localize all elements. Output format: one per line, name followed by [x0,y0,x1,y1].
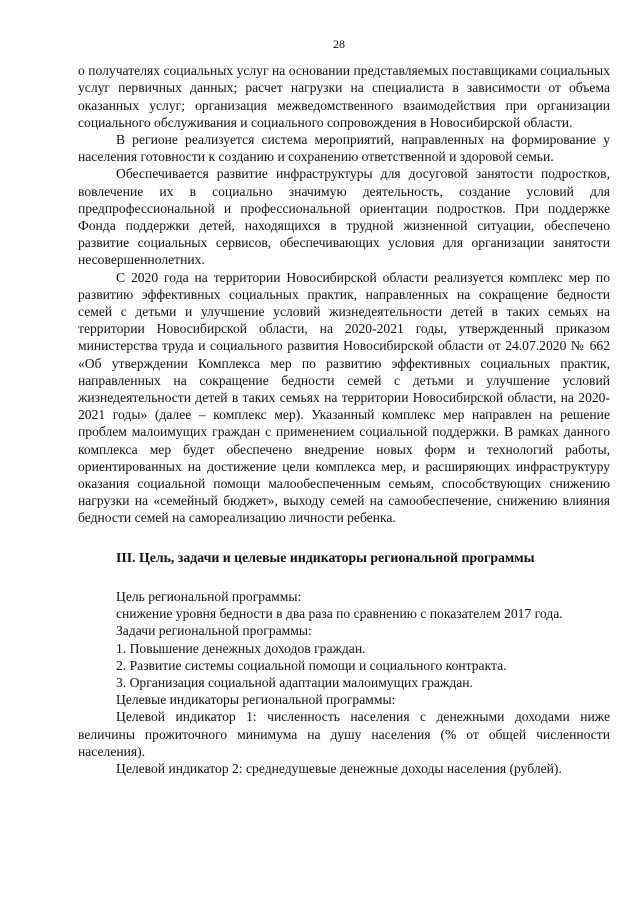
indicators-label: Целевые индикаторы региональной программы: [116,692,396,708]
task-item: 1. Повышение денежных доходов граждан. [116,640,366,656]
page-number: 28 [333,37,345,51]
goal-text: снижение уровня бедности в два раза по сравнению с показателем 2017 года. [116,606,563,622]
indicator-item: Целевой индикатор 2: среднедушевые денежные доходы населения (рублей). [116,760,562,776]
tasks-label: Задачи региональной программы: [116,623,312,639]
goal-label: Цель региональной программы: [116,588,302,604]
task-item: 3. Организация социальной адаптации малоимущих граждан. [116,674,473,690]
task-item: 2. Развитие системы социальной помощи и социального контракта. [116,657,507,673]
paragraph-family-measures: В регионе реализуется система мероприятий, направленных на формирование у населения готовности к созданию и сохранению ответственной и здоровой семьи. [78,132,610,165]
paragraph-infrastructure: Обеспечивается развитие инфраструктуры для досуговой занятости подростков, вовлечение их в социально значимую деятельность, создание условий для предпрофессиональной и профессиональной ориентации подростков. При поддержке Фонда поддержки детей, находящихся в трудной жизненной ситуации, обеспечено развитие социальных сервисов, обеспечивающих условия для организации занятости несовершеннолетних. [78,166,610,268]
section-heading: III. Цель, задачи и целевые индикаторы региональной программы [116,549,535,565]
paragraph-continuation: о получателях социальных услуг на основании представляемых поставщиками социальных услуг первичных данных; расчет нагрузки на специалиста в зависимости от объема оказанных услуг; организация межведомственного взаимодействия при организации социального обслуживания и социального сопровождения в Новосибирской области. [78,63,610,130]
paragraph-complex-measures: С 2020 года на территории Новосибирской области реализуется комплекс мер по развитию эффективных социальных практик, направленных на сокращение бедности семей с детьми и улучшение условий жизнедеятельности детей в таких семьях на территории Новосибирской области, на 2020-2021 годы, утвержденный приказом министерства труда и социального развития Новосибирской области от 24.07.2020 № 662 «Об утверждении Комплекса мер по развитию эффективных социальных практик, направленных на сокращение бедности семей с детьми и улучшение условий жизнедеятельности детей в таких семьях на территории Новосибирской области, на 2020-2021 годы» (далее – комплекс мер). Указанный комплекс мер направлен на решение проблем малоимущих граждан с применением социальной поддержки. В рамках данного комплекса мер будет обеспечено внедрение новых форм и технологий работы, ориентированных на достижение цели комплекса мер, и расширяющих инфраструктуру оказания социальной помощи малообеспеченным семьям, способствующих снижению нагрузки на «семейный бюджет», выходу семей на самообеспечение, снижению влияния бедности семей на самореализацию личности ребенка. [78,269,610,526]
indicator-item: Целевой индикатор 1: численность населения с денежными доходами ниже величины прожиточного минимума на душу населения (% от общей численности населения). [78,709,610,759]
